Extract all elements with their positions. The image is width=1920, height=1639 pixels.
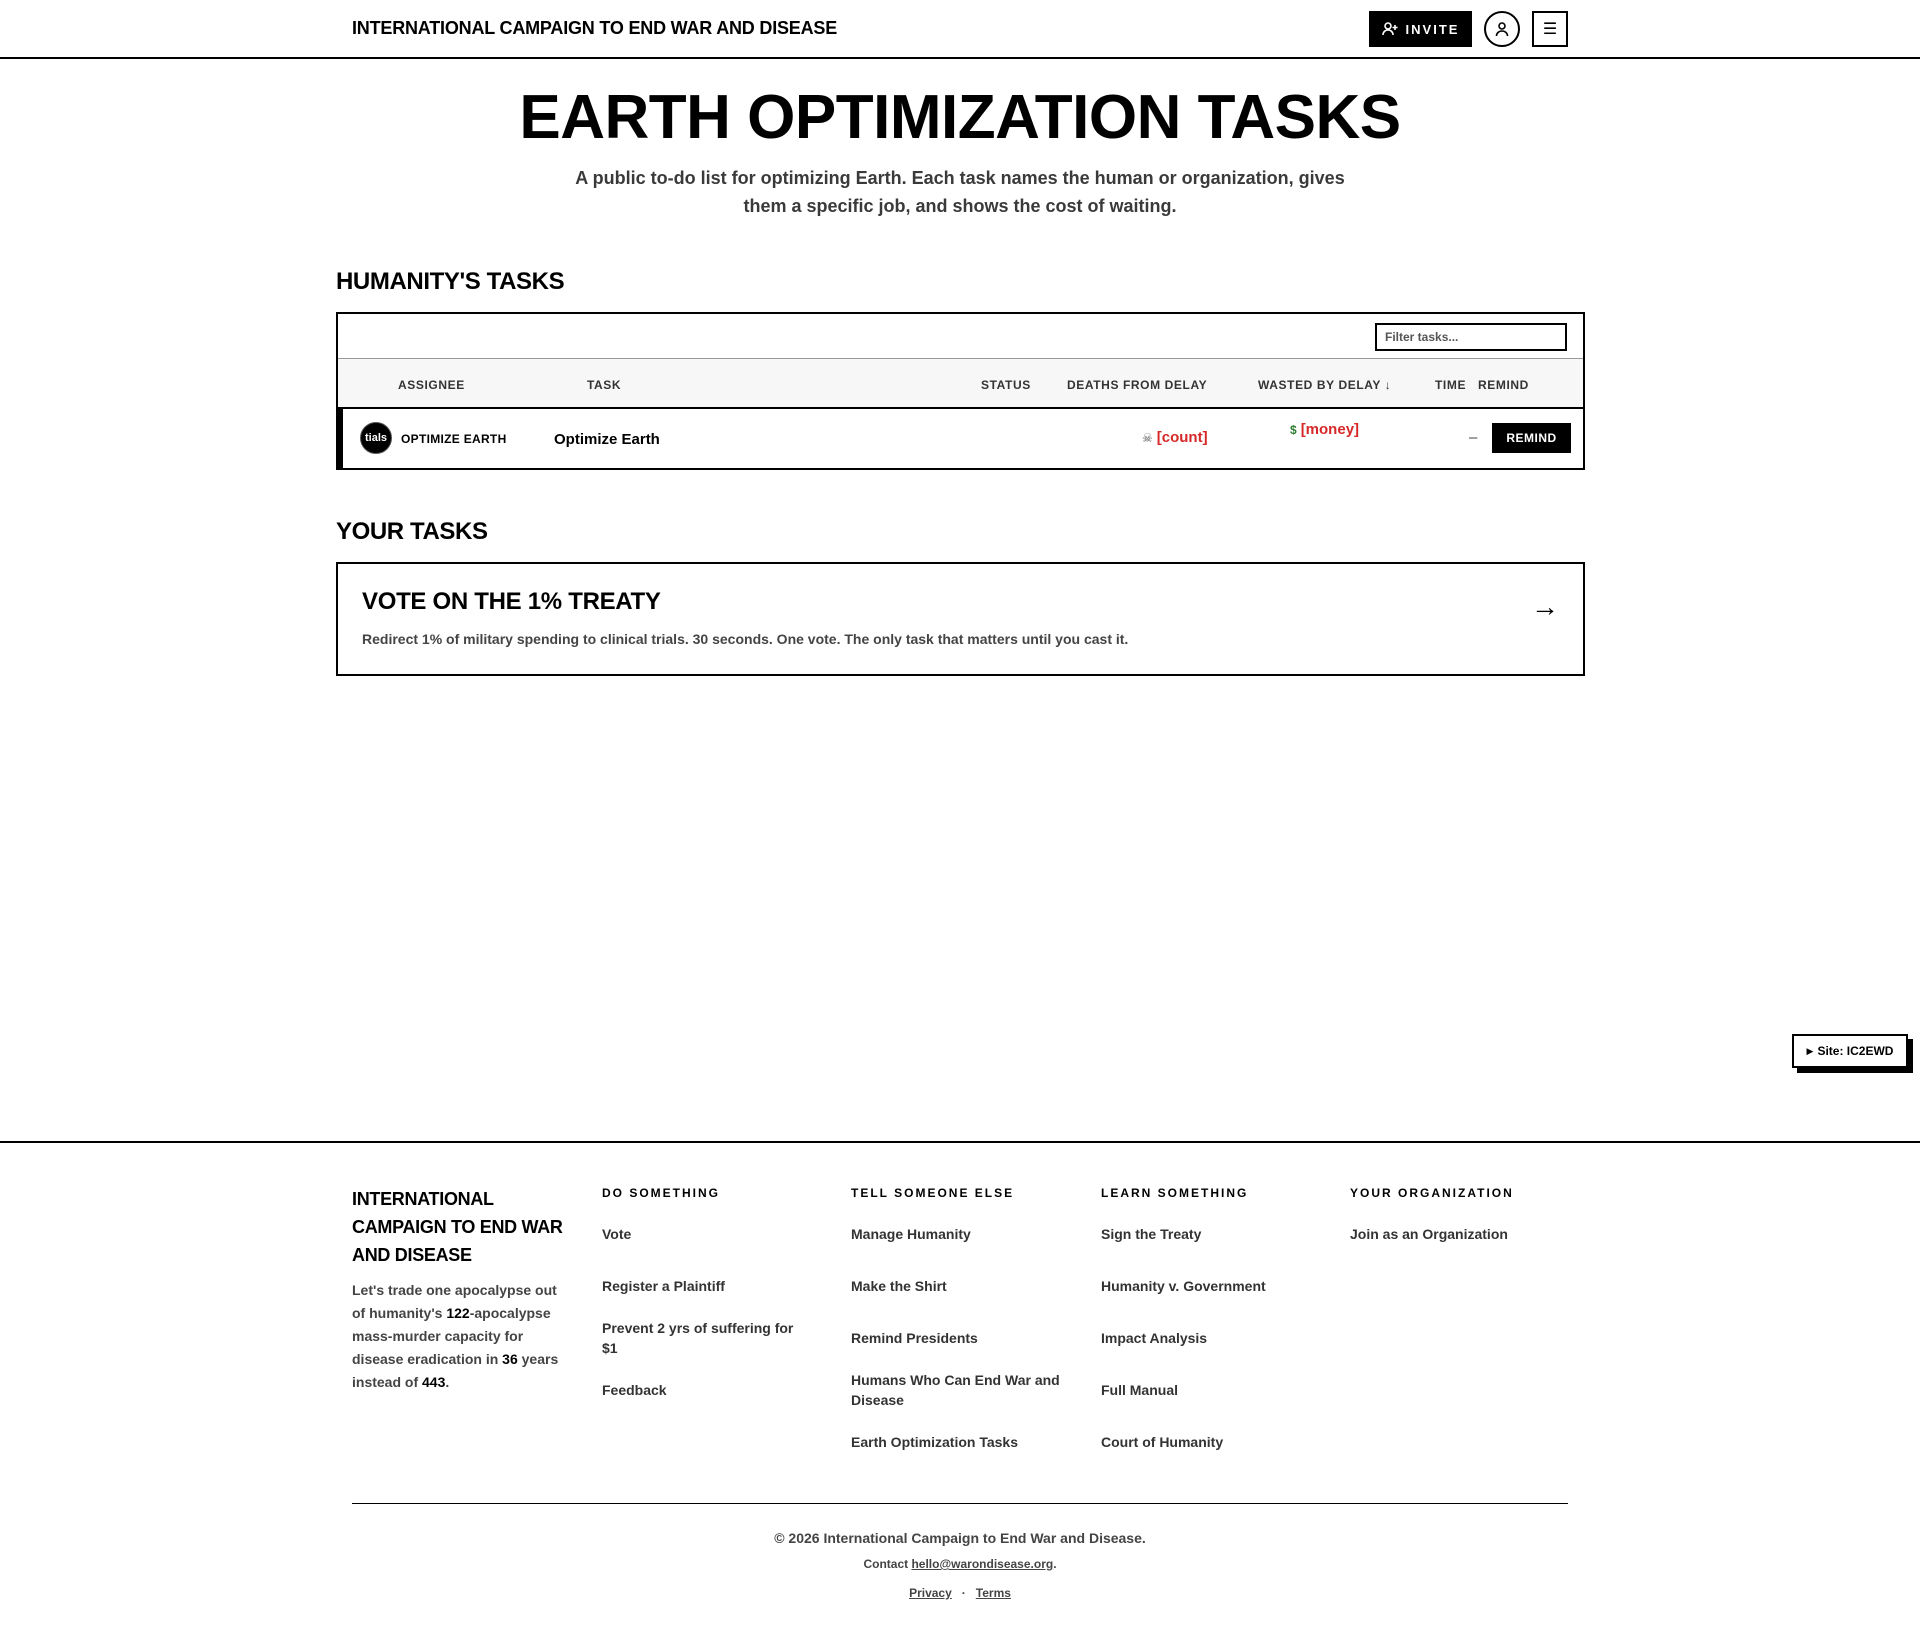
task-link[interactable]: Optimize Earth — [554, 431, 660, 448]
footer-link-humans-who-can-end[interactable]: Humans Who Can End War and Disease — [851, 1372, 1060, 1408]
wasted-money: [money] — [1300, 421, 1360, 438]
footer-link-sign-treaty[interactable]: Sign the Treaty — [1101, 1226, 1202, 1242]
footer-heading-learn-something: LEARN SOMETHING — [1101, 1186, 1249, 1200]
menu-button[interactable] — [1532, 11, 1568, 47]
site-badge-toggle[interactable] — [1792, 1034, 1908, 1068]
arrow-right-icon: → — [1531, 591, 1559, 622]
years-instead-value: 443 — [422, 1374, 446, 1390]
footer-link-earth-optimization-tasks[interactable]: Earth Optimization Tasks — [851, 1434, 1018, 1450]
site-badge-label: Site: IC2EWD — [1817, 1044, 1894, 1058]
footer-link-feedback[interactable]: Feedback — [602, 1382, 667, 1398]
filter-tasks-input[interactable] — [1375, 323, 1567, 351]
remind-button[interactable]: REMIND — [1492, 423, 1571, 453]
table-header-row — [338, 359, 1583, 409]
table-filter-bar — [338, 314, 1583, 359]
column-time[interactable]: TIME — [1435, 378, 1467, 392]
your-tasks-heading: YOUR TASKS — [336, 518, 488, 545]
time-value: – — [1469, 429, 1478, 446]
wasted-by-delay-value — [1290, 421, 1359, 438]
assignee-avatar: tials — [360, 422, 392, 454]
years-value: 36 — [502, 1351, 518, 1367]
footer-link-court-of-humanity[interactable]: Court of Humanity — [1101, 1434, 1224, 1450]
contact-email-link[interactable]: hello@warondisease.org — [911, 1557, 1054, 1571]
top-navbar — [0, 0, 1920, 59]
footer-heading-your-organization: YOUR ORGANIZATION — [1350, 1186, 1514, 1200]
column-remind: REMIND — [1478, 378, 1529, 392]
invite-button[interactable] — [1369, 11, 1472, 47]
deaths-from-delay-value — [1142, 429, 1208, 446]
hamburger-menu-icon: ☰ — [1542, 21, 1558, 38]
column-assignee[interactable]: ASSIGNEE — [398, 378, 465, 392]
humanity-tasks-heading: HUMANITY'S TASKS — [336, 268, 565, 295]
footer-tagline: Let's trade one apocalypse out of humanity's 122-apocalypse mass-murder capacity for disease eradication in 36 years instead of 443. — [352, 1282, 559, 1390]
contact-line: Contact hello@warondisease.org. — [863, 1557, 1057, 1571]
footer-heading-tell-someone-else: TELL SOMEONE ELSE — [851, 1186, 1015, 1200]
privacy-link[interactable]: Privacy — [909, 1586, 952, 1600]
footer-link-join-organization[interactable]: Join as an Organization — [1350, 1226, 1508, 1242]
column-wasted-by-delay[interactable]: WASTED BY DELAY ↓ — [1258, 378, 1392, 392]
vote-card-title: VOTE ON THE 1% TREATY — [362, 588, 661, 615]
column-status[interactable]: STATUS — [981, 378, 1031, 392]
deaths-count: [count] — [1156, 429, 1208, 446]
vote-card-description: Redirect 1% of military spending to clinical trials. 30 seconds. One vote. The only task that matters until you cast it. — [362, 631, 1129, 647]
footer-link-make-shirt[interactable]: Make the Shirt — [851, 1278, 947, 1294]
footer-link-humanity-v-government[interactable]: Humanity v. Government — [1101, 1278, 1266, 1294]
footer-link-impact-analysis[interactable]: Impact Analysis — [1101, 1330, 1208, 1346]
legal-separator: · — [961, 1586, 966, 1600]
user-icon — [1494, 21, 1510, 37]
invite-label: INVITE — [1405, 21, 1460, 37]
money-icon: $ — [1290, 423, 1297, 437]
tasks-table — [336, 312, 1585, 470]
column-task[interactable]: TASK — [587, 378, 622, 392]
site-brand[interactable]: INTERNATIONAL CAMPAIGN TO END WAR AND DISEASE — [352, 18, 838, 38]
apocalypse-count: 122 — [446, 1305, 470, 1321]
skull-icon: ☠ — [1142, 431, 1153, 445]
triangle-right-icon: ▶ — [1806, 1045, 1814, 1056]
assignee-name[interactable]: OPTIMIZE EARTH — [401, 432, 507, 446]
account-button[interactable] — [1484, 11, 1520, 47]
terms-link[interactable]: Terms — [975, 1586, 1011, 1600]
footer-link-remind-presidents[interactable]: Remind Presidents — [851, 1330, 978, 1346]
footer-heading-do-something: DO SOMETHING — [602, 1186, 721, 1200]
copyright: © 2026 International Campaign to End War and Disease. — [774, 1530, 1146, 1546]
footer-brand: INTERNATIONAL CAMPAIGN TO END WAR AND DISEASE — [352, 1189, 563, 1265]
column-deaths-from-delay[interactable]: DEATHS FROM DELAY — [1067, 378, 1208, 392]
footer-link-register-plaintiff[interactable]: Register a Plaintiff — [602, 1278, 725, 1294]
footer-link-full-manual[interactable]: Full Manual — [1101, 1382, 1178, 1398]
legal-links — [0, 1586, 1920, 1600]
vote-treaty-card[interactable] — [336, 562, 1585, 676]
site-footer — [0, 1141, 1920, 1639]
add-user-icon — [1382, 21, 1398, 37]
footer-divider — [352, 1503, 1568, 1504]
footer-link-prevent-suffering[interactable]: Prevent 2 yrs of suffering for $1 — [602, 1320, 794, 1356]
page-title: EARTH OPTIMIZATION TASKS — [519, 83, 1401, 152]
footer-link-vote[interactable]: Vote — [602, 1226, 632, 1242]
table-row[interactable] — [338, 409, 1583, 468]
page-subtitle: A public to-do list for optimizing Earth. Each task names the human or organization, gives them a specific job, and shows the cost of waiting. — [575, 168, 1345, 216]
footer-link-manage-humanity[interactable]: Manage Humanity — [851, 1226, 971, 1242]
